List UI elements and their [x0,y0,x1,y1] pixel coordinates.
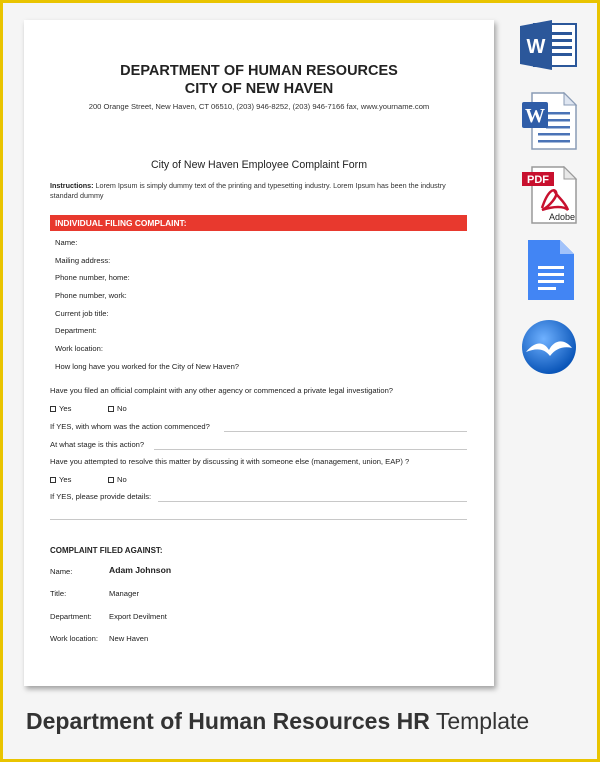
page-caption [26,708,529,735]
instructions-text: Lorem Ipsum is simply dummy text of the printing and typesetting industry. Lorem Ipsum has been the industry standard dummy [50,181,446,200]
answer-line[interactable] [224,431,467,432]
field-mailing-address: Mailing address: [55,256,111,265]
word-doc-letter: W [525,105,545,127]
google-docs-icon[interactable] [526,238,576,302]
checkbox-square [108,406,114,412]
against-name-value: Adam Johnson [109,565,172,575]
question-resolve: Have you attempted to resolve this matter by discussing it with someone else (management, union, EAP) ? [50,457,410,466]
checkbox-no-1[interactable] [108,404,127,413]
against-name-label: Name: [50,567,73,576]
word-letter: W [526,36,546,58]
against-department-label: Department: [50,612,92,621]
field-work-location: Work location: [55,344,103,353]
checkbox-label: Yes [59,475,72,484]
question-whom: If YES, with whom was the action commenced? [50,422,210,431]
adobe-text: Adobe [548,212,576,222]
question-stage: At what stage is this action? [50,440,145,449]
checkbox-square [108,477,114,483]
form-title: City of New Haven Employee Complaint Form [150,159,368,171]
field-phone-work: Phone number, work: [55,291,127,300]
address-line: 200 Orange Street, New Haven, CT 06510, (203) 946-8252, (203) 946-7166 fax, www.yourname.com [88,102,430,111]
field-department: Department: [55,326,97,335]
against-location-label: Work location: [50,634,98,643]
word-doc-icon[interactable] [520,92,578,150]
word-icon[interactable] [520,20,578,70]
against-location-value: New Haven [109,634,149,643]
answer-line[interactable] [158,501,467,502]
field-name: Name: [55,238,78,247]
checkbox-no-2[interactable] [108,475,127,484]
checkbox-label: Yes [59,404,72,413]
checkbox-square [50,406,56,412]
city-heading: CITY OF NEW HAVEN [184,81,334,97]
checkbox-square [50,477,56,483]
question-details: If YES, please provide details: [50,492,152,501]
instructions-label: Instructions: [50,181,94,190]
instructions [50,181,470,201]
field-job-title: Current job title: [55,309,109,318]
openoffice-icon[interactable] [520,318,578,376]
answer-line[interactable] [50,519,467,520]
section-individual-bar: INDIVIDUAL FILING COMPLAINT: [50,215,467,231]
against-title-label: Title: [50,589,67,598]
section-against-heading: COMPLAINT FILED AGAINST: [50,546,163,555]
against-department-value: Export Devilment [109,612,167,621]
question-official-complaint: Have you filed an official complaint with any other agency or commenced a private legal investigation? [50,386,394,395]
field-tenure: How long have you worked for the City of New Haven? [55,362,240,371]
field-phone-home: Phone number, home: [55,273,130,282]
checkbox-label: No [117,404,127,413]
checkbox-yes-2[interactable] [50,475,71,484]
department-heading: DEPARTMENT OF HUMAN RESOURCES [120,63,398,79]
document-preview [24,20,494,686]
caption-normal: Template [435,708,530,734]
pdf-tag: PDF [527,174,549,186]
checkbox-label: No [117,475,127,484]
caption-bold: Department of Human Resources HR [26,708,430,734]
checkbox-yes-1[interactable] [50,404,71,413]
against-title-value: Manager [109,589,139,598]
pdf-adobe-icon[interactable] [520,166,578,224]
answer-line[interactable] [154,449,467,450]
